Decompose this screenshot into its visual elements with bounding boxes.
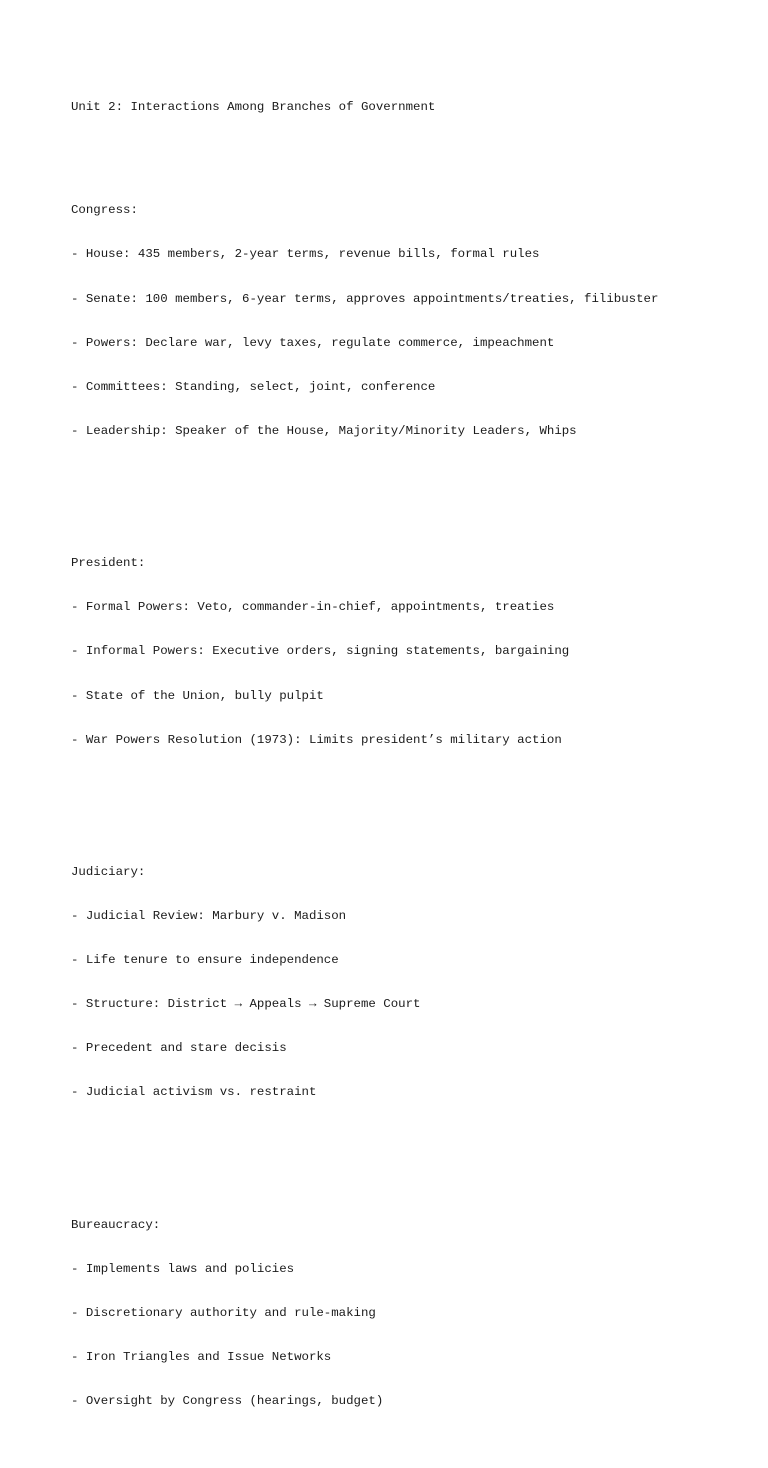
list-item: - Judicial activism vs. restraint <box>71 1085 317 1100</box>
list-item: - Committees: Standing, select, joint, conference <box>71 379 436 394</box>
list-item: - Formal Powers: Veto, commander-in-chief, appointments, treaties <box>71 600 555 615</box>
document-page <box>71 71 751 1468</box>
list-item: - House: 435 members, 2-year terms, revenue bills, formal rules <box>71 247 540 262</box>
list-item: - Powers: Declare war, levy taxes, regulate commerce, impeachment <box>71 335 555 350</box>
list-item: - Oversight by Congress (hearings, budget) <box>71 1394 384 1409</box>
list-item: - Informal Powers: Executive orders, signing statements, bargaining <box>71 644 570 659</box>
list-item: - Discretionary authority and rule-making <box>71 1306 376 1320</box>
section-bureaucracy <box>71 1188 751 1438</box>
list-item: - Senate: 100 members, 6-year terms, approves appointments/treaties, filibuster <box>71 291 659 306</box>
list-item: - Life tenure to ensure independence <box>71 953 339 968</box>
section-congress <box>71 174 751 468</box>
list-item: - Leadership: Speaker of the House, Majority/Minority Leaders, Whips <box>71 423 577 438</box>
section-heading: Judiciary: <box>71 864 146 879</box>
list-item: - War Powers Resolution (1973): Limits president’s military action <box>71 732 562 747</box>
list-item: - Implements laws and policies <box>71 1261 295 1276</box>
section-judiciary <box>71 836 751 1130</box>
section-heading: Bureaucracy: <box>71 1217 161 1232</box>
section-president <box>71 527 751 777</box>
list-item: - Judicial Review: Marbury v. Madison <box>71 909 347 924</box>
section-heading: President: <box>71 556 146 571</box>
list-item: - State of the Union, bully pulpit <box>71 688 324 703</box>
document-title: Unit 2: Interactions Among Branches of Government <box>71 100 436 115</box>
list-item: - Iron Triangles and Issue Networks <box>71 1350 332 1365</box>
list-item: - Precedent and stare decisis <box>71 1041 287 1056</box>
list-item: - Structure: District → Appeals → Supreme Court <box>71 997 421 1012</box>
section-heading: Congress: <box>71 203 138 218</box>
